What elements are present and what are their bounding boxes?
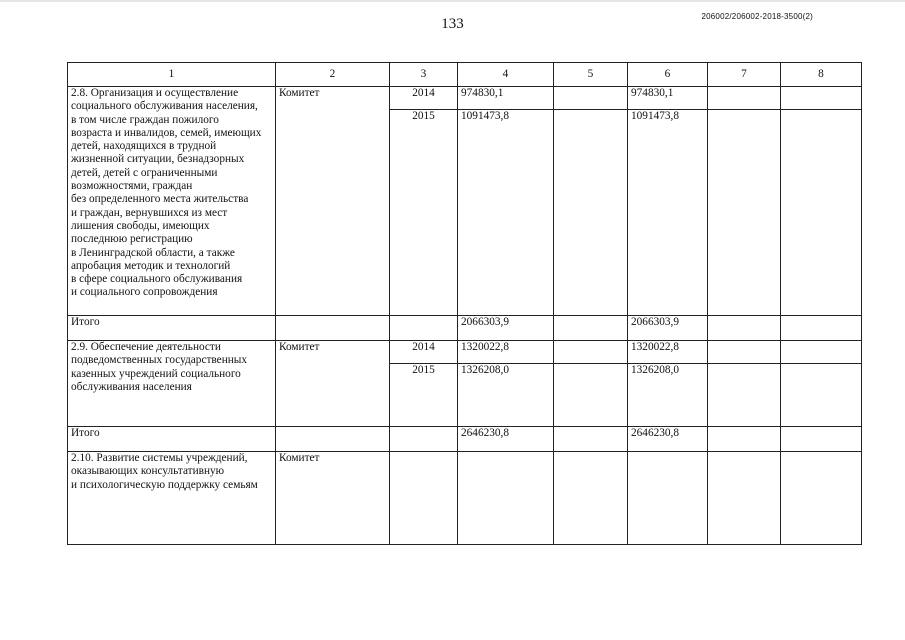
total-label: Итого [68,316,276,341]
empty-cell [708,110,781,316]
empty-cell [708,341,781,364]
total-label: Итого [68,427,276,452]
empty-cell [708,316,781,341]
measure-description: 2.9. Обеспечение деятельности подведомственных государственных казенных учреждений социального обслуживания населения [68,341,276,427]
empty-cell [390,427,458,452]
year-cell: 2014 [390,87,458,110]
executor-cell: Комитет [276,341,390,427]
empty-cell [554,110,628,316]
empty-cell [708,364,781,427]
total-amount: 2066303,9 [628,316,708,341]
table-row [68,452,862,545]
empty-cell [554,341,628,364]
measure-description: 2.8. Организация и осуществление социального обслуживания населения, в том числе граждан пожилого возраста и инвалидов, семей, имеющих детей, находящихся в трудной жизненной ситуации, безнадзорных детей, детей с ограниченными возможностями, граждан без определенного места жительства и граждан, вернувшихся из мест лишения свободы, имеющих последнюю регистрацию в Ленинградской области, а также апробация методик и технологий в сфере социального обслуживания и социального сопровождения [68,87,276,316]
document-code: 206002/206002-2018-3500(2) [701,12,813,21]
col-header-6: 6 [628,63,708,87]
empty-cell [781,87,862,110]
empty-cell [708,452,781,545]
col-header-7: 7 [708,63,781,87]
amount-cell: 1091473,8 [458,110,554,316]
empty-cell [781,364,862,427]
year-cell: 2014 [390,341,458,364]
amount-cell: 1326208,0 [628,364,708,427]
amount-cell: 1091473,8 [628,110,708,316]
empty-cell [554,316,628,341]
measure-description: 2.10. Развитие системы учреждений, оказывающих консультативную и психологическую поддержку семьям [68,452,276,545]
table-row [68,341,862,364]
empty-cell [390,452,458,545]
executor-cell: Комитет [276,452,390,545]
page-number: 133 [441,16,464,32]
empty-cell [276,427,390,452]
col-header-8: 8 [781,63,862,87]
empty-cell [554,364,628,427]
empty-cell [458,452,554,545]
col-header-3: 3 [390,63,458,87]
column-number-row [68,63,862,87]
year-cell: 2015 [390,110,458,316]
total-amount: 2066303,9 [458,316,554,341]
empty-cell [781,316,862,341]
empty-cell [708,87,781,110]
empty-cell [554,87,628,110]
total-row [68,316,862,341]
total-amount: 2646230,8 [628,427,708,452]
col-header-4: 4 [458,63,554,87]
executor-cell: Комитет [276,87,390,316]
empty-cell [276,316,390,341]
amount-cell: 1320022,8 [458,341,554,364]
total-row [68,427,862,452]
amount-cell: 974830,1 [458,87,554,110]
table-row [68,87,862,110]
total-amount: 2646230,8 [458,427,554,452]
empty-cell [708,427,781,452]
amount-cell: 1326208,0 [458,364,554,427]
col-header-1: 1 [68,63,276,87]
col-header-5: 5 [554,63,628,87]
col-header-2: 2 [276,63,390,87]
empty-cell [554,427,628,452]
year-cell: 2015 [390,364,458,427]
program-table [67,62,862,545]
empty-cell [781,427,862,452]
amount-cell: 974830,1 [628,87,708,110]
empty-cell [781,452,862,545]
amount-cell: 1320022,8 [628,341,708,364]
empty-cell [628,452,708,545]
empty-cell [390,316,458,341]
empty-cell [554,452,628,545]
empty-cell [781,341,862,364]
empty-cell [781,110,862,316]
scan-edge [0,0,905,2]
